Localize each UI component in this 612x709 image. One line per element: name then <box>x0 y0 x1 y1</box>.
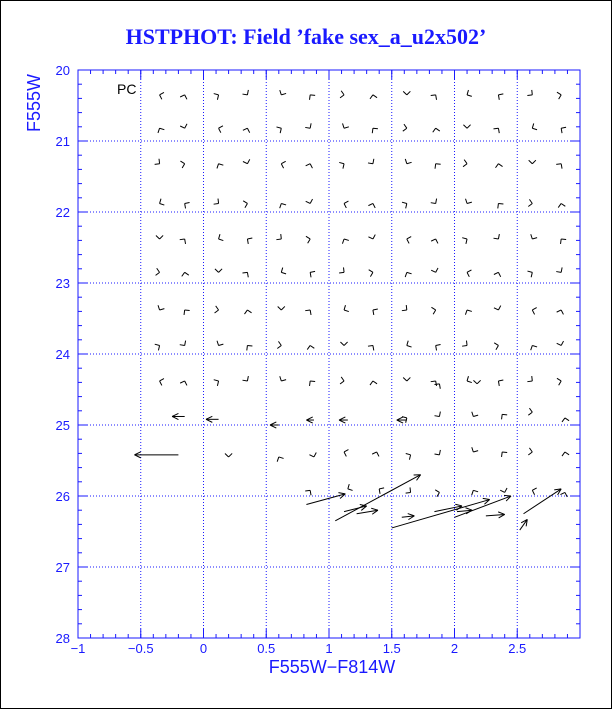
vector-marker <box>472 490 478 495</box>
vector-marker <box>402 305 407 311</box>
vector-marker <box>155 344 160 350</box>
vector-marker <box>463 160 467 167</box>
vector-marker <box>494 306 501 310</box>
vector-marker <box>435 164 441 169</box>
vector-marker <box>498 203 504 208</box>
vector-arrow <box>357 508 378 514</box>
vector-marker <box>280 203 286 208</box>
vector-marker <box>158 305 164 310</box>
vector-marker <box>342 239 348 244</box>
vector-marker <box>180 161 184 168</box>
vector-marker <box>372 452 379 456</box>
vector-marker <box>527 271 532 277</box>
vector-marker <box>463 125 470 129</box>
vector-marker <box>305 310 311 315</box>
x-tick-label: 1.5 <box>382 641 401 656</box>
vector-marks <box>134 90 569 530</box>
vector-arrow <box>524 489 562 514</box>
vector-marker <box>243 159 250 163</box>
vector-marker <box>467 376 472 382</box>
vector-marker <box>160 92 164 99</box>
vector-marker <box>402 202 407 208</box>
vector-marker <box>561 239 567 244</box>
vector-arrow <box>134 452 178 458</box>
vector-marker <box>277 341 281 348</box>
vector-marker <box>180 95 187 99</box>
vector-marker <box>306 164 313 168</box>
vector-marker <box>310 271 315 277</box>
vector-marker <box>557 378 561 385</box>
vector-marker <box>344 305 349 311</box>
vector-marker <box>465 310 471 315</box>
vector-marker <box>215 269 222 273</box>
vector-marker <box>531 234 537 239</box>
vector-marker <box>431 268 438 272</box>
vector-marker <box>214 94 219 100</box>
vector-marker <box>368 235 375 239</box>
vector-marker <box>309 453 316 457</box>
vector-marker <box>557 310 564 314</box>
x-tick-label: 0 <box>199 641 208 656</box>
vector-marker <box>493 128 499 133</box>
y-axis-label: F555W <box>24 73 44 133</box>
vector-marker <box>244 310 251 314</box>
vector-marker <box>406 487 411 493</box>
vector-marker <box>247 345 253 350</box>
vector-marker <box>532 308 536 315</box>
y-tick-label: 22 <box>55 205 70 220</box>
vector-marker <box>182 272 189 276</box>
x-axis-label: F555W−F814W <box>268 657 396 677</box>
vector-marker <box>435 450 441 455</box>
vector-marker <box>557 341 564 345</box>
vector-marker <box>369 270 373 277</box>
vector-marker <box>180 381 187 385</box>
vector-marker <box>339 162 344 168</box>
vector-marker <box>276 127 281 133</box>
vector-marker <box>277 457 283 462</box>
vector-marker <box>462 238 467 244</box>
vector-marker <box>373 309 378 315</box>
vector-marker <box>431 381 437 386</box>
vector-marker <box>528 448 532 455</box>
vector-marker <box>562 418 569 422</box>
vector-arrow <box>402 514 415 520</box>
vector-marker <box>556 164 562 169</box>
vector-marker <box>529 160 536 164</box>
vector-marker <box>343 123 349 128</box>
vector-marker <box>217 341 223 346</box>
vector-marker <box>305 123 311 128</box>
vector-marker <box>340 91 344 98</box>
vector-marker <box>215 306 219 313</box>
vector-marker <box>281 268 286 274</box>
vector-marker <box>225 453 232 457</box>
vector-arrow <box>392 498 490 528</box>
vector-arrow <box>486 512 505 518</box>
vector-marker <box>562 452 569 456</box>
x-tick-label: 0.5 <box>257 641 276 656</box>
vector-marker <box>431 95 437 100</box>
vector-marker <box>276 234 281 240</box>
vector-marker <box>406 454 411 460</box>
vector-marker <box>528 408 532 415</box>
vector-marker <box>340 342 347 346</box>
vector-marker <box>473 380 480 384</box>
y-tick-label: 21 <box>55 134 70 149</box>
grid-lines <box>78 70 580 638</box>
vector-marker <box>431 199 437 204</box>
vector-marker <box>435 412 441 417</box>
vector-marker <box>493 234 499 239</box>
vector-arrow <box>206 416 219 422</box>
vector-marker <box>494 343 498 350</box>
vector-marker <box>467 90 472 96</box>
vector-marker <box>306 199 313 203</box>
vector-arrow <box>339 417 348 423</box>
vector-marker <box>527 90 532 96</box>
vector-marker <box>243 128 250 132</box>
vector-marker <box>280 90 286 95</box>
vector-marker <box>281 161 285 168</box>
vector-marker <box>472 412 478 417</box>
vector-marker <box>532 488 536 495</box>
vector-marker <box>561 127 566 133</box>
vector-marker <box>557 92 561 99</box>
x-tick-label: 1 <box>325 641 333 656</box>
vector-marker <box>558 203 565 207</box>
vector-marker <box>372 128 378 133</box>
y-tick-label: 24 <box>55 347 70 362</box>
vector-marker <box>502 414 508 419</box>
x-tick-label: −0.5 <box>127 641 154 656</box>
y-tick-label: 26 <box>55 489 70 504</box>
vector-marker <box>556 267 562 272</box>
vector-marker <box>368 159 374 164</box>
vector-marker <box>527 376 532 382</box>
vector-marker <box>500 488 507 492</box>
vector-marker <box>184 310 190 315</box>
vector-marker <box>339 267 344 273</box>
vector-marker <box>214 380 219 386</box>
vector-marker <box>219 126 223 133</box>
vector-arrow <box>172 413 185 419</box>
vector-marker <box>180 239 186 244</box>
vector-marker <box>160 199 165 205</box>
vector-marker <box>531 345 537 350</box>
vector-marker <box>344 201 348 208</box>
vector-marker <box>310 381 316 386</box>
y-tick-label: 28 <box>55 631 70 646</box>
vector-marker <box>494 272 501 276</box>
vector-marker <box>495 164 502 168</box>
vector-marker <box>242 90 248 95</box>
vector-marker <box>472 447 478 452</box>
vector-marker <box>310 95 316 100</box>
vector-marker <box>528 199 532 206</box>
vector-marker <box>405 272 411 277</box>
chart-title: HSTPHOT: Field ’fake sex_a_u2x502’ <box>125 24 487 49</box>
vector-marker <box>403 124 407 131</box>
vector-marker <box>368 203 375 207</box>
vector-marker <box>242 376 248 381</box>
vector-marker <box>156 268 160 275</box>
vector-marker <box>370 381 377 385</box>
vector-marker <box>306 236 310 243</box>
vector-marker <box>180 341 186 346</box>
vector-marker <box>403 377 410 381</box>
vector-marker <box>431 239 438 243</box>
x-tick-label: 2.5 <box>508 641 527 656</box>
y-tick-label: 27 <box>55 560 70 575</box>
vector-marker <box>368 345 374 350</box>
vector-marker <box>340 377 344 384</box>
vector-marker <box>407 237 411 244</box>
vector-marker <box>498 94 503 100</box>
vector-marker <box>278 306 285 310</box>
vector-marker <box>405 159 411 164</box>
vector-marker <box>155 159 160 165</box>
vector-marker <box>344 450 348 457</box>
x-tick-label: 2 <box>450 641 459 656</box>
vector-marker <box>305 490 311 495</box>
vector-marker <box>348 484 353 490</box>
vector-marker <box>498 380 503 386</box>
vector-marker <box>502 452 508 457</box>
vector-marker <box>370 95 377 99</box>
vector-marker <box>160 379 164 386</box>
vector-arrow <box>306 417 314 423</box>
vector-arrow <box>270 422 279 428</box>
vector-marker <box>379 488 384 494</box>
vector-marker <box>403 91 410 95</box>
y-tick-label: 20 <box>55 63 70 78</box>
vector-marker <box>431 307 435 314</box>
vector-marker <box>247 238 252 244</box>
vector-marker <box>462 341 467 347</box>
vector-marker <box>280 376 286 381</box>
vector-marker <box>156 235 163 239</box>
vector-arrow <box>306 493 345 505</box>
vector-marker <box>242 272 248 277</box>
vector-marker <box>243 201 247 208</box>
vector-marker <box>433 128 440 132</box>
vector-marker <box>185 202 190 208</box>
vector-marker <box>434 384 440 389</box>
y-tick-label: 23 <box>55 276 70 291</box>
vector-marker <box>532 123 537 129</box>
vector-arrow <box>434 504 462 511</box>
x-tick-label: −1 <box>70 641 86 656</box>
vector-marker <box>436 344 441 350</box>
vector-marker <box>180 124 187 128</box>
vector-marker <box>466 199 472 204</box>
vector-marker <box>217 164 223 169</box>
vector-marker <box>467 270 471 277</box>
vector-marker <box>219 234 224 240</box>
panel-label: PC <box>117 81 137 97</box>
y-tick-label: 25 <box>55 418 70 433</box>
vector-marker <box>158 128 164 133</box>
vector-arrow <box>520 519 528 530</box>
vector-marker <box>307 345 314 349</box>
vector-marker <box>214 199 219 205</box>
vector-marker <box>407 341 412 347</box>
